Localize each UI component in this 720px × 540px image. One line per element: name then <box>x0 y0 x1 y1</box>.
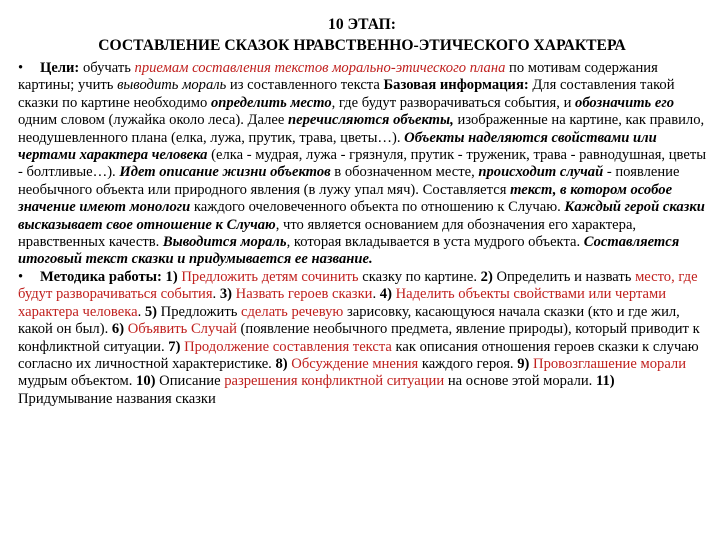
goals-text-19: - появление необычного объекта или природного явления (в лужу упал мяч). Составляется <box>18 164 680 198</box>
goals-text-11: одним словом (лужайка около леса). Далее <box>18 112 289 129</box>
step-text-plain: зарисовку, касающуюся начала сказки (кто и где жил, какой он был). <box>18 303 680 338</box>
goals-text-2: приемам составления текстов морально-этического плана <box>134 60 506 76</box>
goals-text-13: изображенные на картине, как правило, неодушевленного плана (елка, лужа, прутик, трава, цветы…). <box>18 112 705 146</box>
goals-label: Цели: <box>40 60 80 76</box>
goals-text-7: Для составления такой сказки по картине необходимо <box>18 77 675 111</box>
step-number: 5) <box>144 303 158 320</box>
step-text-plain: сказку по картине. <box>358 268 481 285</box>
step-number: 6) <box>111 321 125 338</box>
step-text-plain: мудрым объектом. <box>18 373 137 390</box>
goals-text-10: обозначить его <box>575 94 675 111</box>
goals-text-15: (елка - мудрая, лужа - грязнуля, прутик - труженик, трава - равнодушная, цветы - болтливые…). <box>18 147 706 181</box>
goals-text-14: Объекты наделяются свойствами или чертами характера человека <box>18 129 657 164</box>
step-text-plain: Придумывание названия сказки <box>18 390 216 407</box>
step-number: 3) <box>219 286 233 303</box>
goals-text-3: по мотивам содержания картины; учить <box>18 60 658 94</box>
title-stage: 10 ЭТАП: <box>328 16 396 33</box>
step-text-plain: Определить и назвать <box>492 268 636 285</box>
goals-text-26: Составляется итоговый текст сказки и придумывается ее название. <box>18 234 680 268</box>
step-text: Наделить объекты свойствами или чертами характера человека <box>18 286 667 320</box>
step-text-plain: каждого героя. <box>418 355 518 372</box>
base-info-label: Базовая информация: <box>383 77 529 94</box>
goals-paragraph <box>18 60 706 269</box>
step-text-plain: . <box>212 286 220 303</box>
step-number: 9) <box>517 355 530 372</box>
bullet-icon: • <box>18 60 24 76</box>
goals-text-22: Каждый герой сказки высказывает свое отношение к Случаю <box>18 199 705 233</box>
step-text: Продолжение составления текста <box>180 338 392 355</box>
step-number: 2) <box>480 268 493 285</box>
step-text: Назвать героев сказки <box>232 286 373 303</box>
method-paragraph <box>18 269 706 408</box>
step-text: Предложить детям сочинить <box>181 268 359 285</box>
step-number: 8) <box>275 355 288 372</box>
step-text-plain: Предложить <box>157 303 242 320</box>
goals-text-17: в обозначенном месте, <box>330 164 479 181</box>
step-number: 4) <box>379 286 392 303</box>
step-text: Объявить Случай <box>124 321 237 338</box>
step-text: сделать речевую <box>241 303 344 320</box>
step-text-plain: (появление необычного предмета, явление природы), который приводит к конфликтной ситуации. <box>18 321 700 355</box>
step-text: место, где будут разворачиваться события <box>18 268 698 303</box>
step-number: 1) <box>161 268 182 285</box>
step-number: 10) <box>136 373 156 390</box>
goals-text-4: выводить мораль <box>117 77 227 94</box>
step-text-plain: . <box>137 303 145 320</box>
step-text-plain: как описания отношения героев сказки к случаю согласно их личностной характеристике. <box>18 338 699 372</box>
goals-text-8: определить место <box>210 94 332 111</box>
goals-text-24: Выводится мораль <box>162 234 287 251</box>
goals-text-25: , которая вкладывается в уста мудрого объекта. <box>286 234 584 251</box>
step-text-plain: . <box>372 286 380 303</box>
goals-text-18: происходит случай <box>478 164 604 181</box>
goals-text-23: , что является основанием для обозначения его характера, нравственных качеств. <box>18 216 637 251</box>
goals-text-16: Идет описание жизни объектов <box>119 164 331 181</box>
method-label: Методика работы: <box>40 268 162 285</box>
step-number: 11) <box>595 373 615 390</box>
slide-title <box>18 14 706 56</box>
goals-text-12: перечисляются объекты, <box>288 112 454 129</box>
step-text-plain: на основе этой морали. <box>444 373 596 390</box>
goals-text-21: каждого очеловеченного объекта по отношению к Случаю. <box>190 199 565 216</box>
goals-text-9: , где будут разворачиваться события, и <box>331 94 576 111</box>
step-text: разрешения конфликтной ситуации <box>224 373 445 390</box>
step-text: Обсуждение мнения <box>287 355 419 372</box>
goals-text-1: обучать <box>79 60 135 76</box>
goals-text-5: из составленного текста <box>226 77 384 94</box>
title-heading: СОСТАВЛЕНИЕ СКАЗОК НРАВСТВЕННО-ЭТИЧЕСКОГО ХАРАКТЕРА <box>98 37 626 54</box>
goals-text-20: текст, в котором особое значение имеют монологи <box>18 181 673 216</box>
slide-body <box>18 60 706 408</box>
step-text: Провозглашение морали <box>529 355 687 372</box>
step-number: 7) <box>168 338 181 355</box>
bullet-icon: • <box>18 268 24 285</box>
step-text-plain: Описание <box>155 373 225 390</box>
